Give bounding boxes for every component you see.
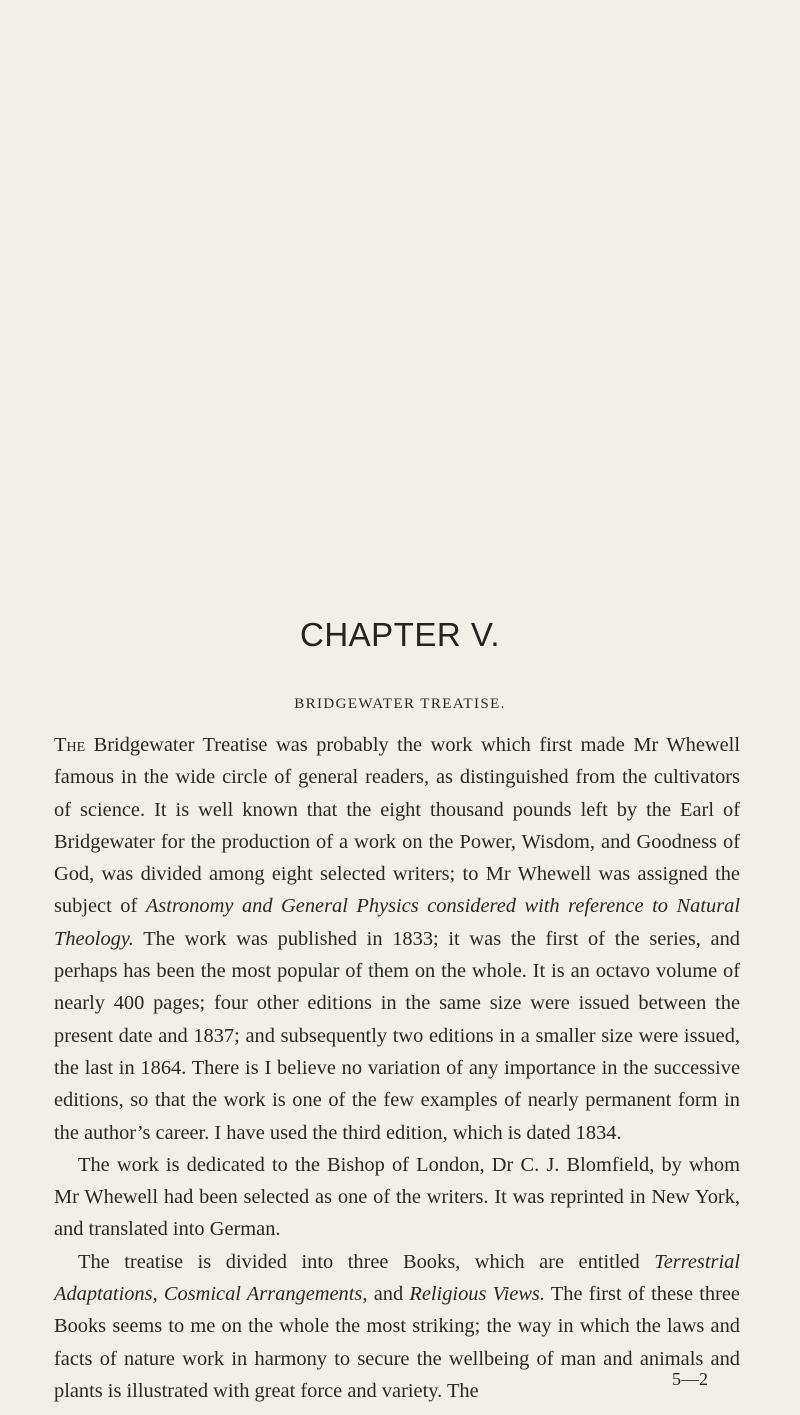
chapter-heading: CHAPTER V. — [299, 616, 500, 653]
italic-title: Terrestrial Adaptations, Cosmical Arrangements, — [54, 1250, 740, 1306]
text-run: The work was published in 1833; it was the first of the series, and perhaps has been the most popular of them on the whole. It is an octavo volume of nearly 400 pages; four other editions in the same size were issued between the present date and 1837; and subsequently two editions in a smaller size were issued, the last in 1864. There is I believe no variation of any importance in the successive editions, so that the work is one of the few examples of nearly permanent form in the author’s career. I have used the third edition, which is dated 1834. — [54, 927, 740, 1144]
lead-word: The — [54, 734, 86, 756]
body-text — [54, 729, 740, 1407]
text-run: The first of these three Books seems to me on the whole the most striking; the way in which the laws and facts of nature work in harmony to secure the wellbeing of man and animals and plants is illustrated with great force and variety. The — [54, 1283, 740, 1402]
text-run: The work is dedicated to the Bishop of London, Dr C. J. Blomfield, by whom Mr Whewell had been selected as one of the writers. It was reprinted in New York, and translated into German. — [54, 1153, 740, 1241]
section-heading: BRIDGEWATER TREATISE. — [294, 696, 506, 712]
italic-title: Religious Views. — [409, 1283, 545, 1306]
paragraph — [54, 729, 740, 1149]
text-run: Bridgewater Treatise was probably the work which first made Mr Whewell famous in the wide circle of general readers, as distinguished from the cultivators of science. It is well known that the eight thousand pounds left by the Earl of Bridgewater for the production of a work on the Power, Wisdom, and Goodness of God, was divided among eight selected writers; to Mr Whewell was assigned the subject of — [54, 734, 740, 918]
paragraph — [54, 1149, 740, 1246]
text-run: The treatise is divided into three Books, which are entitled — [78, 1250, 655, 1273]
italic-title: Astronomy and General Physics considered with reference to Natural Theology. — [54, 895, 740, 950]
printer-signature: 5—2 — [672, 1369, 708, 1389]
paragraph — [54, 1246, 740, 1407]
text-run: and — [367, 1283, 410, 1306]
